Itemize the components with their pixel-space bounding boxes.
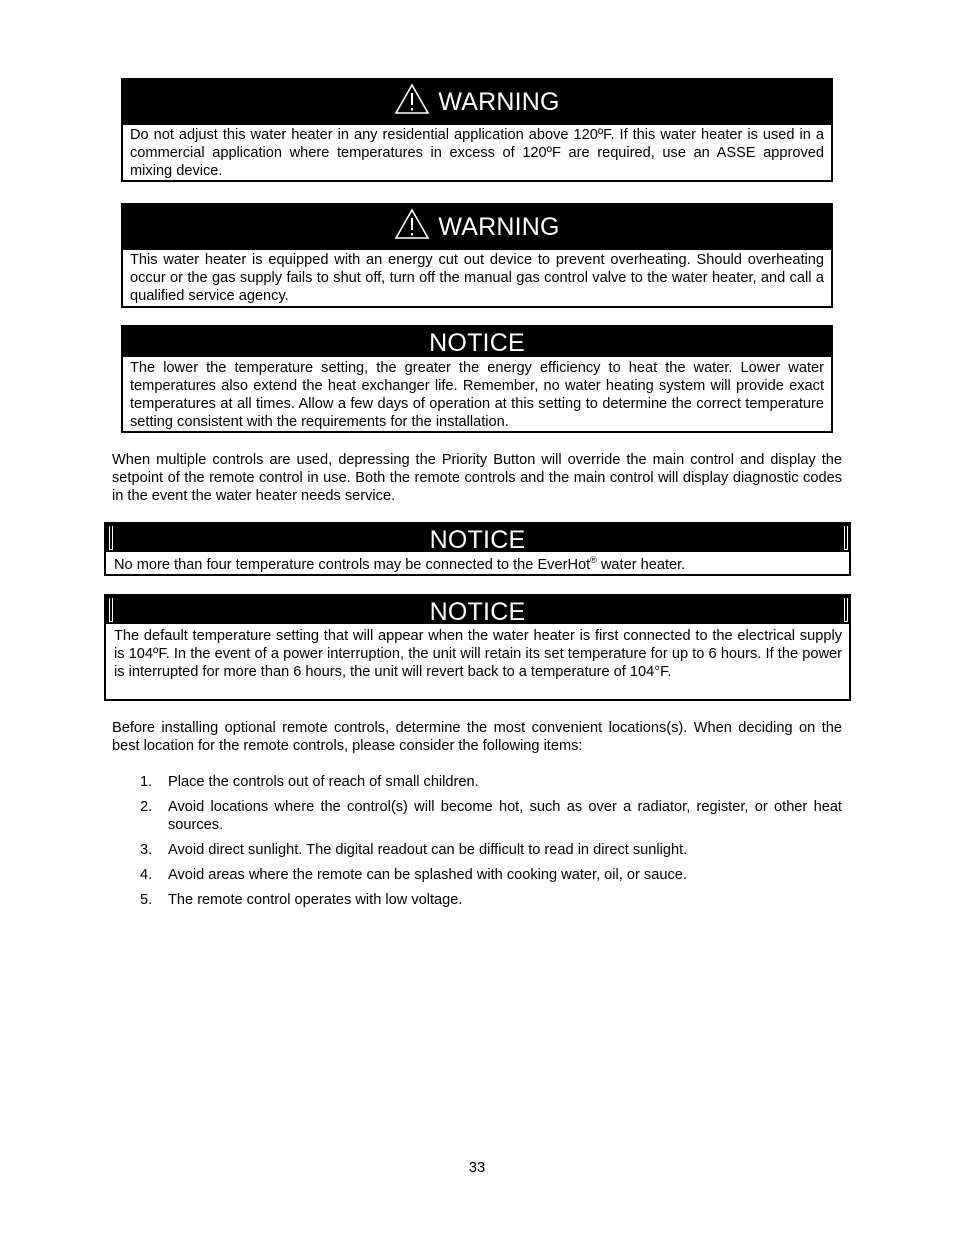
warning-box-2 — [121, 203, 833, 308]
list-item-text: Place the controls out of reach of small children. — [168, 774, 479, 790]
notice-header — [123, 327, 831, 357]
list-item-text: The remote control operates with low voltage. — [168, 892, 463, 908]
list-item-text: Avoid areas where the remote can be splashed with cooking water, oil, or sauce. — [168, 867, 687, 883]
header-left-bar — [109, 526, 113, 550]
notice-text — [106, 552, 849, 574]
list-item-number: 5. — [140, 892, 153, 908]
notice-text-end: water heater. — [596, 557, 686, 573]
list-item — [112, 841, 842, 859]
notice-box-1 — [121, 325, 833, 433]
warning-triangle-icon — [394, 208, 430, 240]
list-item — [112, 798, 842, 834]
list-item-text: Avoid direct sunlight. The digital readout can be difficult to read in direct sunlight. — [168, 842, 688, 858]
header-right-bar — [844, 526, 848, 550]
notice-header — [106, 524, 849, 552]
notice-box-3 — [104, 594, 851, 701]
notice-box-2 — [104, 522, 851, 576]
warning-title: WARNING — [438, 88, 560, 116]
warning-header — [123, 205, 831, 250]
list-item — [112, 773, 842, 791]
notice-text: The default temperature setting that will appear when the water heater is first connected to the electrical supply is 104ºF. In the event of a power interruption, the unit will retain its set temperature for up to 6 hours. If the power is interrupted for more than 6 hours, the unit will revert back to a temperature of 104°F. — [114, 628, 842, 680]
page-number: 33 — [468, 1160, 486, 1176]
notice-text-main: No more than four temperature controls may be connected to the EverHot — [114, 557, 591, 573]
warning-title: WARNING — [438, 213, 560, 241]
priority-button-paragraph: When multiple controls are used, depressing the Priority Button will override the main control and display the setpoint of the remote control in use. Both the remote controls and the main control will display diagnostic codes in the event the water heater needs service. — [112, 452, 842, 504]
warning-text: Do not adjust this water heater in any residential application above 120ºF. If this water heater is used in a commercial application where temperatures in excess of 120ºF are required, use an ASSE approved mixing device. — [130, 127, 824, 179]
list-item — [112, 891, 842, 909]
list-item-number: 2. — [140, 799, 153, 815]
header-left-bar — [109, 598, 113, 622]
list-item-number: 1. — [140, 774, 153, 790]
considerations-list — [112, 773, 842, 916]
list-item-number: 3. — [140, 842, 153, 858]
registered-mark: ® — [590, 555, 597, 565]
notice-title: NOTICE — [429, 598, 526, 626]
notice-text: The lower the temperature setting, the greater the energy efficiency to heat the water. Lower water temperatures also extend the heat exchanger life. Remember, no water heating system will provide exact temperatures at all times. Allow a few days of operation at this setting to determine the correct temperature setting consistent with the requirements for the installation. — [130, 360, 824, 430]
notice-title: NOTICE — [429, 329, 525, 357]
remote-location-paragraph: Before installing optional remote controls, determine the most convenient locations(s). When deciding on the best location for the remote controls, please consider the following items: — [112, 720, 842, 754]
header-right-bar — [844, 598, 848, 622]
list-item-text: Avoid locations where the control(s) will become hot, such as over a radiator, register, or other heat sources. — [168, 799, 842, 833]
warning-header — [123, 80, 831, 125]
list-item — [112, 866, 842, 884]
warning-triangle-icon — [394, 83, 430, 115]
warning-text: This water heater is equipped with an energy cut out device to prevent overheating. Should overheating occur or the gas supply fails to shut off, turn off the manual gas control valve to the water heater, and call a qualified service agency. — [130, 252, 824, 304]
warning-box-1 — [121, 78, 833, 182]
notice-header — [106, 596, 849, 624]
list-item-number: 4. — [140, 867, 153, 883]
notice-title: NOTICE — [429, 526, 526, 554]
